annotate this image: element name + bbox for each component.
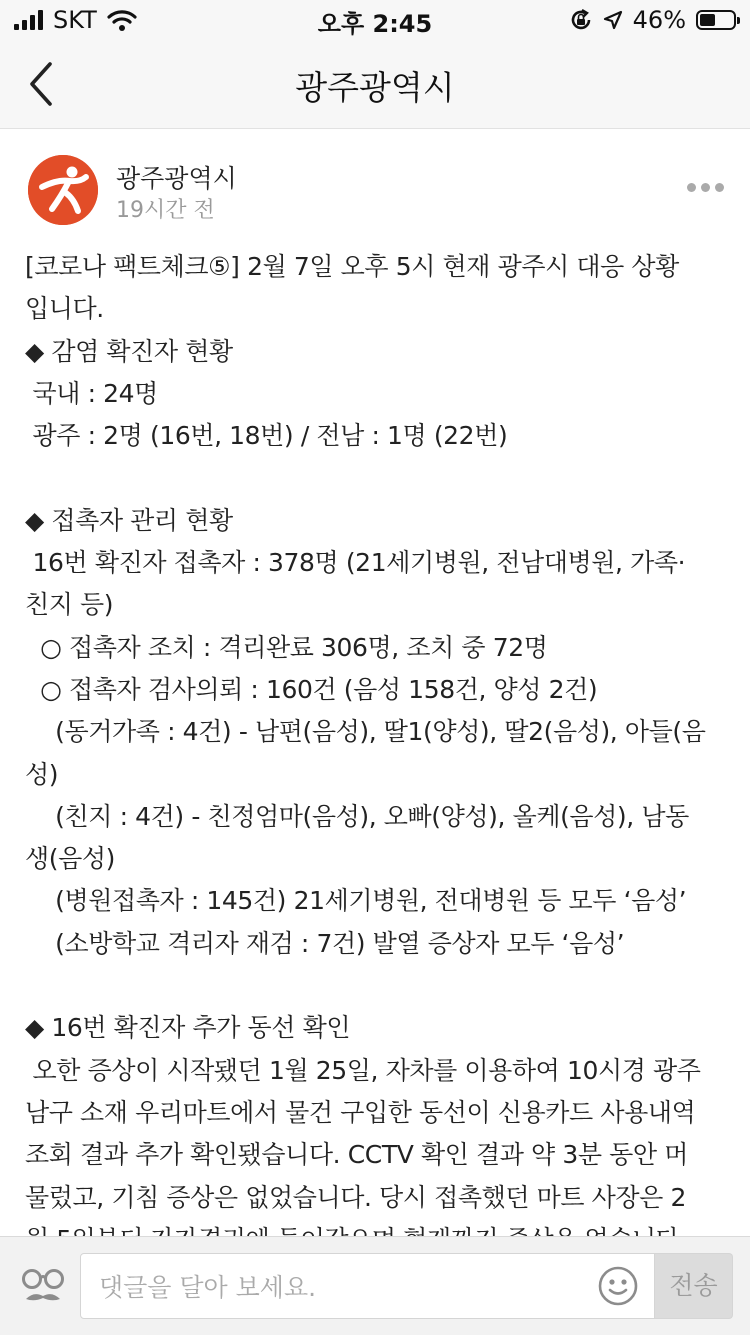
avatar[interactable] [28, 155, 98, 225]
post-text-line: (친지 : 4건) - 친정엄마(음성), 오빠(양성), 올케(음성), 남동 [25, 801, 689, 831]
more-dots-icon[interactable] [687, 183, 724, 192]
post-content [25, 246, 730, 1236]
post-text-line: 16번 확진자 접촉자 : 378명 (21세기병원, 전남대병원, 가족· [25, 548, 686, 578]
page-title: 광주광역시 [295, 68, 455, 107]
status-bar [0, 0, 750, 40]
comment-bar [0, 1236, 750, 1335]
battery-percent: 46% [632, 6, 686, 34]
post-text-line: 친지 등) [25, 590, 114, 620]
post-text-line: (병원접촉자 : 145건) 21세기병원, 전대병원 등 모두 ‘음성’ [25, 886, 687, 916]
author-name[interactable]: 광주광역시 [116, 164, 237, 193]
post-text-line: ○ 접촉자 검사의뢰 : 160건 (음성 158건, 양성 2건) [25, 674, 598, 704]
post-text-line: 국내 : 24명 [25, 378, 158, 408]
post-text-line: 성) [25, 759, 59, 789]
post-text-line: 광주 : 2명 (16번, 18번) / 전남 : 1명 (22번) [25, 421, 508, 451]
navigation-bar [0, 40, 750, 129]
post-text-line: 남구 소재 우리마트에서 물건 구입한 동선이 신용카드 사용내역 [25, 1097, 696, 1127]
orientation-lock-icon [569, 8, 593, 32]
send-button[interactable]: 전송 [655, 1253, 733, 1319]
post-text-line: [코로나 팩트체크⑤] 2월 7일 오후 5시 현재 광주시 대응 상황 [25, 252, 679, 281]
post-text-line: 조회 결과 추가 확인됐습니다. CCTV 확인 결과 약 3분 동안 머 [25, 1140, 688, 1170]
post-text-line: 생(음성) [25, 844, 115, 874]
post-text-line: 입니다. [25, 294, 104, 324]
carrier-label: SKT [53, 6, 97, 34]
post-text-line: ◆ 16번 확진자 추가 동선 확인 [25, 1013, 351, 1043]
post-text-line: ◆ 접촉자 관리 현황 [25, 505, 233, 535]
post-text-line: ○ 접촉자 조치 : 격리완료 306명, 조치 중 72명 [25, 632, 548, 662]
post-text-line: (동거가족 : 4건) - 남편(음성), 딸1(양성), 딸2(음성), 아들(음 [25, 717, 706, 747]
post-text-line [25, 457, 730, 499]
comment-input[interactable] [97, 1254, 591, 1320]
battery-icon [696, 10, 736, 30]
location-arrow-icon [603, 10, 623, 30]
post-text-line: 오한 증상이 시작됐던 1월 25일, 자차를 이용하여 10시경 광주 [25, 1055, 701, 1085]
status-right [569, 6, 736, 34]
post-text-line: 물렀고, 기침 증상은 없었습니다. 당시 접촉했던 마트 사장은 2 [25, 1182, 686, 1212]
post-text-line: ◆ 감염 확진자 현황 [25, 336, 233, 366]
post-text-line: (소방학교 격리자 재검 : 7건) 발열 증상자 모두 ‘음성’ [25, 928, 625, 958]
comment-field[interactable] [80, 1253, 655, 1319]
status-time: 오후 2:45 [317, 10, 433, 38]
post-timestamp: 19시간 전 [116, 198, 215, 223]
smiley-icon[interactable] [598, 1266, 638, 1306]
post-header [28, 155, 728, 225]
battery-level [700, 14, 715, 26]
glasses-mustache-icon[interactable] [20, 1265, 66, 1309]
post-text-line [25, 965, 730, 1007]
